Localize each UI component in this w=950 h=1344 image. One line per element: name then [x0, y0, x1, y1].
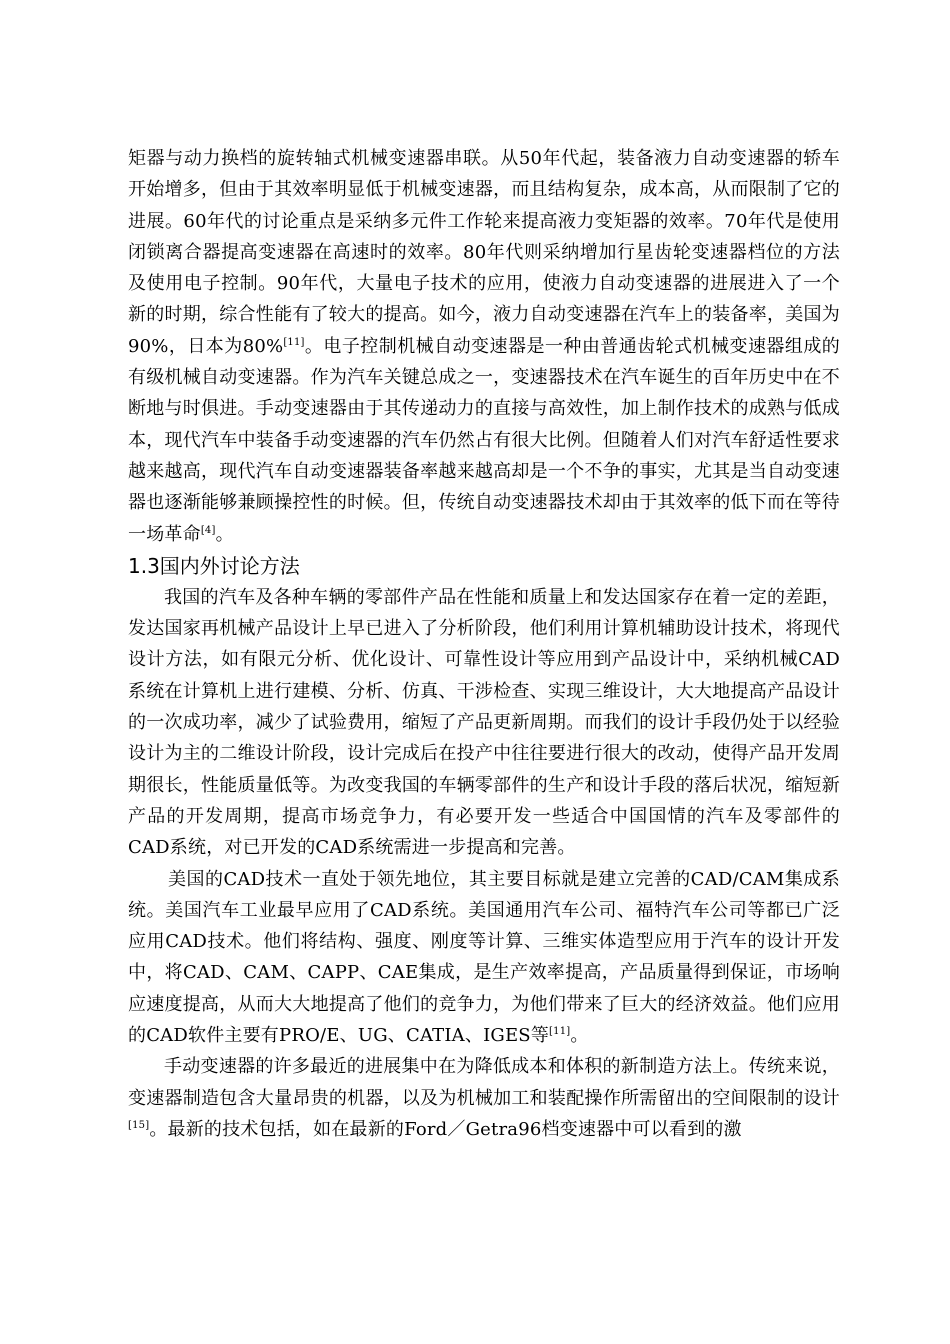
paragraph-history	[128, 143, 840, 550]
section-heading: 1.3国内外讨论方法	[128, 553, 300, 578]
paragraph-text: 手动变速器的许多最近的进展集中在为降低成本和体积的新制造方法上。传统来说，变速器制造包含大量昂贵的机器，以及为机械加工和装配操作所需留出的空间限制的设计	[128, 1056, 840, 1109]
citation-ref: [11]	[549, 1026, 571, 1038]
paragraph-text: 美国的CAD技术一直处于领先地位，其主要目标就是建立完善的CAD/CAM集成系统。美国汽车工业最早应用了CAD系统。美国通用汽车公司、福特汽车公司等都已广泛应用CAD技术。他们将结构、强度、刚度等计算、三维实体造型应用于汽车的设计开发中，将CAD、CAM、CAPP、CAE集成，是生产效率提高，产品质量得到保证，市场响应速度提高，从而大大地提高了他们的竞争力，为他们带来了巨大的经济效益。他们应用的CAD软件主要有PRO/E、UG、CATIA、IGES等	[128, 868, 840, 1047]
document-page	[128, 143, 840, 1145]
paragraph-text: 矩器与动力换档的旋转轴式机械变速器串联。从50年代起，装备液力自动变速器的轿车开始增多，但由于其效率明显低于机械变速器，而且结构复杂，成本高，从而限制了它的进展。60年代的讨论重点是采纳多元件工作轮来提高液力变矩器的效率。70年代是使用闭锁离合器提高变速器在高速时的效率。80年代则采纳增加行星齿轮变速器档位的方法及使用电子控制。90年代，大量电子技术的应用，使液力自动变速器的进展进入了一个新的时期，综合性能有了较大的提高。如今，液力自动变速器在汽车上的装备率，美国为90%，日本为80%	[128, 148, 840, 357]
paragraph-text: 我国的汽车及各种车辆的零部件产品在性能和质量上和发达国家存在着一定的差距，发达国家再机械产品设计上早已进入了分析阶段，他们利用计算机辅助设计技术，将现代设计方法，如有限元分析、优化设计、可靠性设计等应用到产品设计中，采纳机械CAD系统在计算机上进行建模、分析、仿真、干涉检查、实现三维设计，大大地提高产品设计的一次成功率，减少了试验费用，缩短了产品更新周期。而我们的设计手段仍处于以经验设计为主的二维设计阶段，设计完成后在投产中往往要进行很大的改动，使得产品开发周期很长，性能质量低等。为改变我国的车辆零部件的生产和设计手段的落后状况，缩短新产品的开发周期，提高市场竞争力，有必要开发一些适合中国国情的汽车及零部件的CAD系统，对已开发的CAD系统需进一步提高和完善。	[128, 586, 840, 859]
paragraph-manual-transmission	[128, 1051, 840, 1145]
citation-ref: [4]	[200, 524, 216, 536]
paragraph-usa	[128, 864, 840, 1052]
citation-ref: [11]	[283, 336, 305, 348]
citation-ref: [15]	[128, 1119, 150, 1131]
paragraph-domestic	[128, 582, 840, 864]
paragraph-text: 。	[570, 1025, 589, 1047]
paragraph-text: 。最新的技术包括，如在最新的Ford／Getra96档变速器中可以看到的激	[149, 1118, 742, 1140]
paragraph-text: 。	[215, 523, 234, 545]
paragraph-text: 。电子控制机械自动变速器是一种由普通齿轮式机械变速器组成的有级机械自动变速器。作为汽车关键总成之一，变速器技术在汽车诞生的百年历史中在不断地与时俱进。手动变速器由于其传递动力的直接与高效性，加上制作技术的成熟与低成本，现代汽车中装备手动变速器的汽车仍然占有很大比例。但随着人们对汽车舒适性要求越来越高，现代汽车自动变速器装备率越来越高却是一个不争的事实，尤其是当自动变速器也逐渐能够兼顾操控性的时候。但，传统自动变速器技术却由于其效率的低下而在等待一场革命	[128, 335, 841, 545]
